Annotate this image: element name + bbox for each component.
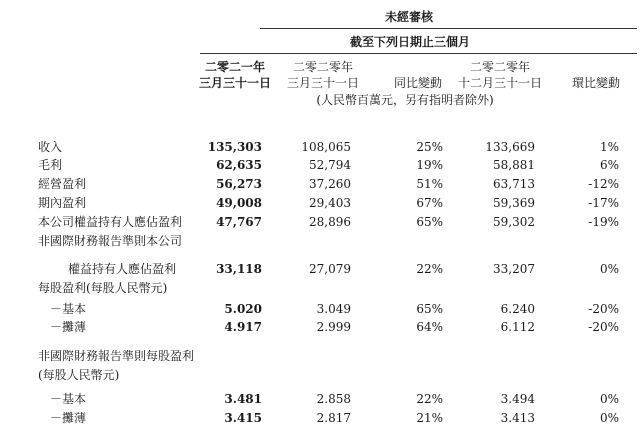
table-row — [0, 232, 640, 250]
table-row — [0, 347, 640, 365]
cell-col2: 65% — [416, 302, 443, 316]
cell-col3: 58,881 — [493, 158, 535, 172]
cell-col4: 0% — [599, 411, 619, 425]
cell-col1: 29,403 — [309, 196, 351, 210]
cell-col0: 33,118 — [216, 262, 262, 276]
cell-col3: 33,207 — [493, 262, 535, 276]
period-heading: 截至下列日期止三個月 — [349, 35, 470, 49]
col3-header-line2: 十二月三十一日 — [457, 76, 542, 90]
row-label: 非國際財務報告準則每股盈利 — [38, 349, 195, 363]
cell-col4: -12% — [588, 177, 619, 191]
cell-col2: 21% — [416, 411, 443, 425]
cell-col4: 0% — [599, 392, 619, 406]
cell-col4: -20% — [588, 302, 619, 316]
cell-col1: 108,065 — [301, 140, 351, 154]
table-row — [0, 138, 640, 156]
cell-col3: 63,713 — [493, 177, 535, 191]
cell-col3: 6.240 — [500, 302, 535, 316]
table-row — [0, 366, 640, 384]
cell-col0: 4.917 — [224, 320, 262, 334]
cell-col3: 3.413 — [500, 411, 535, 425]
row-label: 收入 — [38, 140, 63, 154]
cell-col2: 22% — [416, 392, 443, 406]
cell-col0: 56,273 — [216, 177, 262, 191]
cell-col4: 6% — [599, 158, 619, 172]
row-label: 每股盈利(每股人民幣元) — [38, 281, 168, 295]
table-row — [0, 409, 640, 427]
col1-header-line2: 三月三十一日 — [286, 76, 359, 90]
cell-col2: 65% — [416, 215, 443, 229]
cell-col0: 49,008 — [216, 196, 262, 210]
row-label: (每股人民幣元) — [38, 368, 120, 382]
cell-col3: 59,302 — [493, 215, 535, 229]
col4-header: 環比變動 — [571, 76, 620, 90]
table-row — [0, 156, 640, 174]
cell-col1: 52,794 — [309, 158, 351, 172]
row-label: 非國際財務報告準則本公司 — [38, 234, 183, 248]
cell-col0: 135,303 — [207, 140, 262, 154]
cell-col0: 62,635 — [216, 158, 262, 172]
row-label: 經營盈利 — [38, 177, 87, 191]
cell-col2: 64% — [416, 320, 443, 334]
cell-col1: 2.817 — [316, 411, 351, 425]
table-row — [0, 318, 640, 336]
cell-col3: 3.494 — [500, 392, 535, 406]
cell-col3: 59,369 — [493, 196, 535, 210]
cell-col4: -20% — [588, 320, 619, 334]
header-rule-top — [260, 28, 637, 29]
cell-col2: 67% — [416, 196, 443, 210]
cell-col3: 6.112 — [500, 320, 535, 334]
unit-note: (人民幣百萬元，另有指明者除外) — [316, 93, 494, 107]
row-label: －基本 — [50, 302, 87, 316]
cell-col2: 22% — [416, 262, 443, 276]
cell-col2: 25% — [416, 140, 443, 154]
cell-col1: 37,260 — [309, 177, 351, 191]
col1-header-line1: 二零二零年 — [292, 60, 353, 74]
cell-col4: 1% — [599, 140, 619, 154]
row-label: 期內盈利 — [38, 196, 87, 210]
cell-col4: -19% — [588, 215, 619, 229]
cell-col4: 0% — [599, 262, 619, 276]
table-row — [0, 279, 640, 297]
col2-header: 同比變動 — [393, 76, 442, 90]
cell-col1: 27,079 — [309, 262, 351, 276]
row-label: 權益持有人應佔盈利 — [68, 262, 177, 276]
table-row — [0, 300, 640, 318]
cell-col4: -17% — [588, 196, 619, 210]
table-row — [0, 194, 640, 212]
cell-col0: 3.415 — [224, 411, 262, 425]
header-rule-bottom — [200, 53, 637, 54]
cell-col2: 51% — [416, 177, 443, 191]
col0-header-line1: 二零二一年 — [204, 60, 265, 74]
row-label: －攤薄 — [50, 320, 87, 334]
cell-col0: 3.481 — [224, 392, 262, 406]
col3-header-line1: 二零二零年 — [469, 60, 530, 74]
table-row — [0, 260, 640, 278]
cell-col1: 28,896 — [309, 215, 351, 229]
col0-header-line2: 三月三十一日 — [198, 76, 271, 90]
table-row — [0, 175, 640, 193]
cell-col0: 47,767 — [216, 215, 262, 229]
row-label: 毛利 — [38, 158, 63, 172]
cell-col1: 2.858 — [316, 392, 351, 406]
cell-col3: 133,669 — [485, 140, 535, 154]
cell-col1: 2.999 — [316, 320, 351, 334]
audit-status-heading: 未經審核 — [384, 10, 433, 24]
table-row — [0, 390, 640, 408]
row-label: －基本 — [50, 392, 87, 406]
row-label: －攤薄 — [50, 411, 87, 425]
cell-col1: 3.049 — [316, 302, 351, 316]
table-row — [0, 213, 640, 231]
cell-col2: 19% — [416, 158, 443, 172]
cell-col0: 5.020 — [224, 302, 262, 316]
row-label: 本公司權益持有人應佔盈利 — [38, 215, 183, 229]
